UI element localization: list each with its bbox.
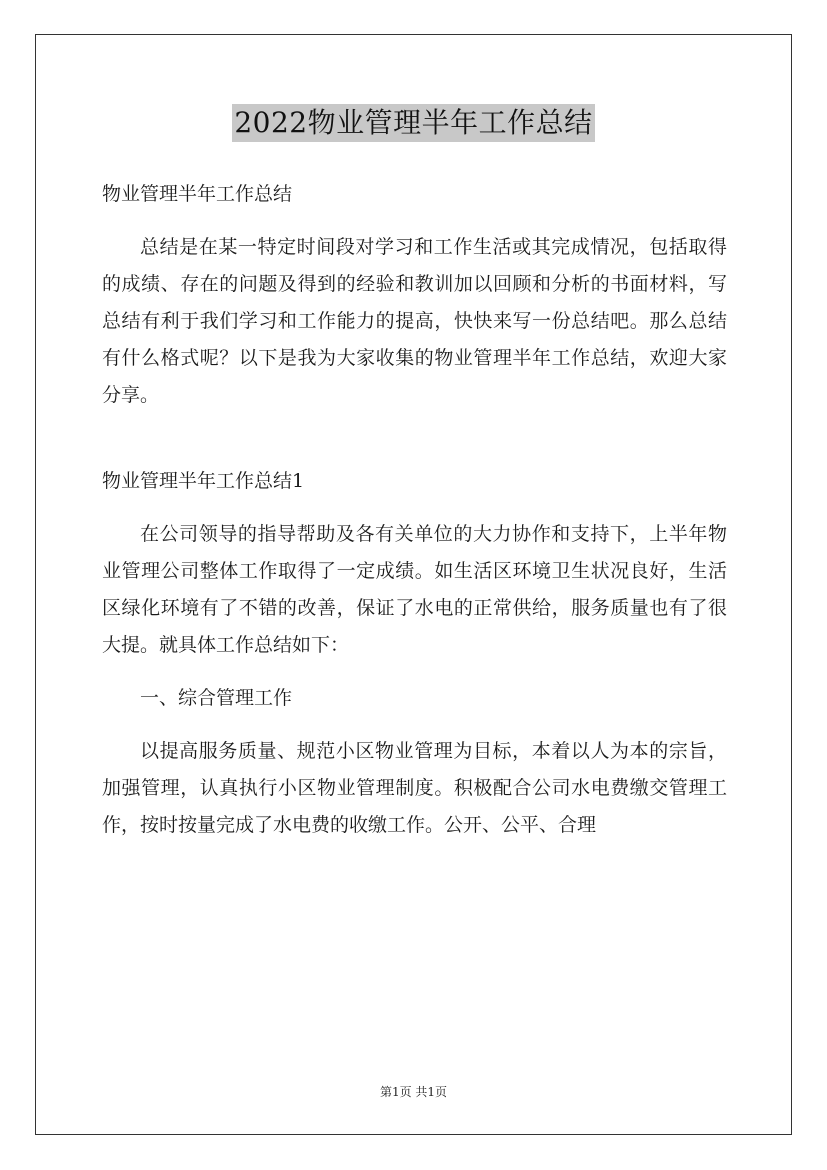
page-footer: 第1页 共1页 bbox=[379, 1085, 448, 1099]
body-paragraph-2: 以提高服务质量、规范小区物业管理为目标，本着以人为本的宗旨，加强管理，认真执行小区物业管理制度。积极配合公司水电费缴交管理工作，按时按量完成了水电费的收缴工作。公开、公平、合理 bbox=[102, 740, 727, 836]
document-body bbox=[102, 176, 727, 844]
section-heading-intro: 物业管理半年工作总结 bbox=[102, 183, 293, 205]
section-heading-1: 物业管理半年工作总结1 bbox=[102, 470, 305, 492]
title-container bbox=[0, 104, 827, 142]
subheading-comprehensive-management: 一、综合管理工作 bbox=[140, 687, 293, 709]
document-title: 2022物业管理半年工作总结 bbox=[232, 104, 594, 142]
body-paragraph-1: 在公司领导的指导帮助及各有关单位的大力协作和支持下，上半年物业管理公司整体工作取得了一定成绩。如生活区环境卫生状况良好，生活区绿化环境有了不错的改善，保证了水电的正常供给，服务质量也有了很大提。就具体工作总结如下： bbox=[102, 523, 727, 656]
intro-paragraph: 总结是在某一特定时间段对学习和工作生活或其完成情况，包括取得的成绩、存在的问题及得到的经验和教训加以回顾和分析的书面材料，写总结有利于我们学习和工作能力的提高，快快来写一份总结吧。那么总结有什么格式呢？以下是我为大家收集的物业管理半年工作总结，欢迎大家分享。 bbox=[102, 236, 727, 406]
